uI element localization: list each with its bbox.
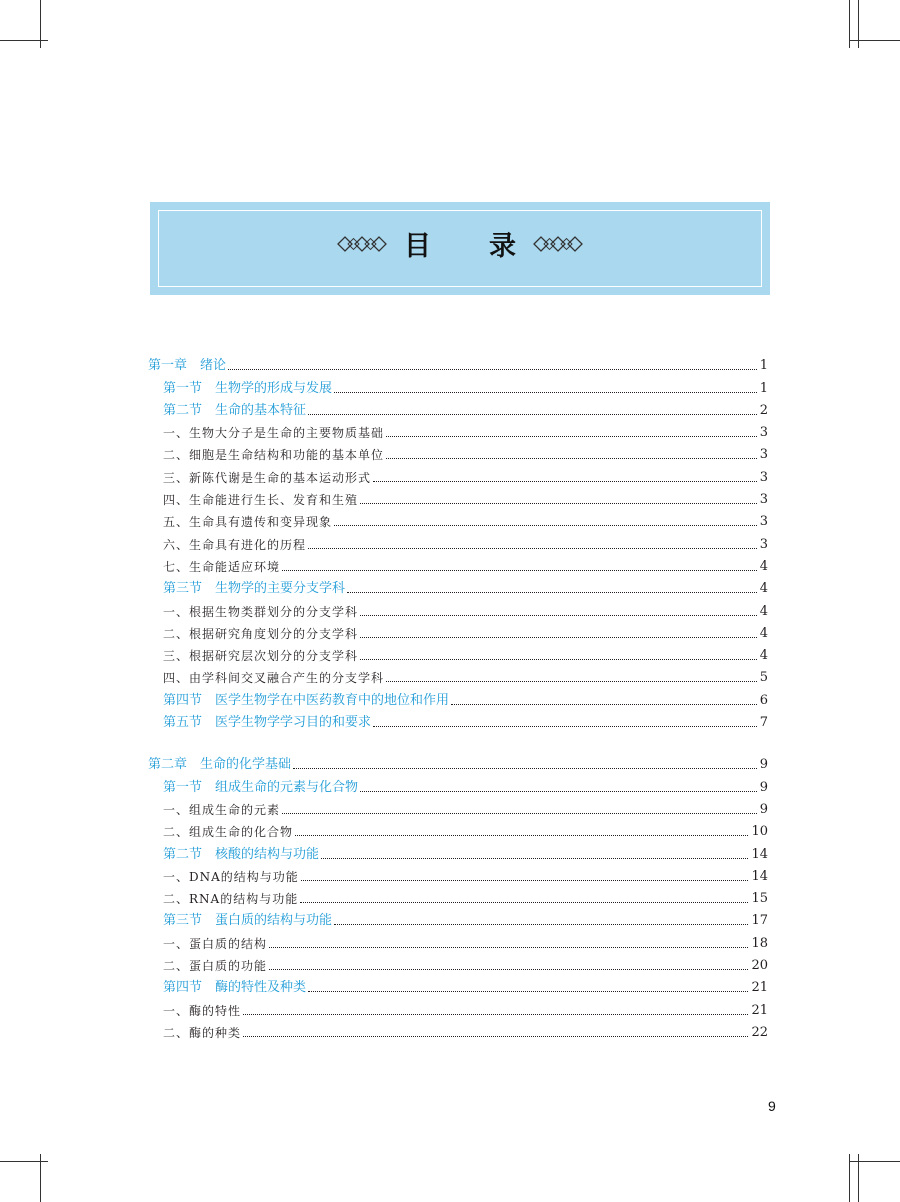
toc-entry-label: 第三节 生物学的主要分支学科 [163,581,346,597]
toc-item-row[interactable] [148,419,768,441]
toc-item-row[interactable] [148,863,768,885]
toc-page-number: 7 [759,715,768,731]
dot-leader [347,592,757,593]
page-number: 9 [768,1098,776,1114]
dot-leader [451,704,757,705]
dot-leader [282,570,757,571]
dot-leader [334,924,748,925]
toc-page-number: 3 [759,447,768,463]
toc-item-row[interactable] [148,929,768,951]
toc-page-number: 9 [759,801,768,817]
toc-page-number: 14 [751,868,768,884]
page-title [404,224,516,263]
toc-entry-label: 第四节 酶的特性及种类 [163,980,307,996]
toc-page-number: 14 [751,846,768,862]
toc-entry-label: 第二节 生命的基本特征 [163,402,307,418]
toc-entry-label: 一、酶的特性 [163,1003,242,1018]
toc-item-row[interactable] [148,996,768,1018]
dot-leader [243,1036,748,1037]
toc-page-number: 4 [759,581,768,597]
toc-spacer [148,731,768,751]
toc-entry-label: 第三节 蛋白质的结构与功能 [163,913,333,929]
toc-entry-label: 第四节 医学生物学在中医药教育中的地位和作用 [163,692,450,708]
toc-entry-label: 四、生命能进行生长、发育和生殖 [163,493,359,508]
toc-page-number: 6 [759,692,768,708]
toc-entry-label: 第二章 生命的化学基础 [148,757,292,773]
toc-page-number: 22 [751,1024,768,1040]
dot-leader [360,791,757,792]
diamond-ornament-right-icon [532,233,584,255]
dot-leader [386,436,757,437]
toc-page-number: 17 [751,913,768,929]
toc-item-row[interactable] [148,463,768,485]
dot-leader [373,481,757,482]
dot-leader [295,835,748,836]
dot-leader [301,880,749,881]
toc-entry-label: 第五节 医学生物学学习目的和要求 [163,715,372,731]
toc-item-row[interactable] [148,642,768,664]
dot-leader [269,969,748,970]
toc-item-row[interactable] [148,1019,768,1041]
title-char-1: 目 [404,231,431,262]
dot-leader [386,458,757,459]
dot-leader [269,947,748,948]
toc-page-number: 3 [759,425,768,441]
toc-chapter-row[interactable] [148,751,768,773]
toc-section-row[interactable] [148,974,768,996]
toc-item-row[interactable] [148,486,768,508]
toc-item-row[interactable] [148,597,768,619]
title-char-2: 录 [489,231,516,262]
toc-entry-label: 一、生物大分子是生命的主要物质基础 [163,426,385,441]
dot-leader [360,503,757,504]
toc-page-number: 18 [751,935,768,951]
toc-entry-label: 第一节 组成生命的元素与化合物 [163,779,359,795]
toc-entry-label: 二、组成生命的化合物 [163,825,294,840]
toc-entry-label: 一、根据生物类群划分的分支学科 [163,604,359,619]
dot-leader [228,369,757,370]
dot-leader [243,1014,748,1015]
toc-page-number: 15 [751,891,768,907]
toc-page-number: 9 [759,757,768,773]
toc-entry-label: 一、DNA的结构与功能 [163,869,299,884]
toc-entry-label: 一、组成生命的元素 [163,802,281,817]
dot-leader [360,659,757,660]
toc-section-row[interactable] [148,840,768,862]
toc-item-row[interactable] [148,885,768,907]
dot-leader [293,768,757,769]
toc-section-row[interactable] [148,575,768,597]
toc-page-number: 20 [751,958,768,974]
toc-section-row[interactable] [148,374,768,396]
dot-leader [334,392,757,393]
toc-entry-label: 二、蛋白质的功能 [163,959,268,974]
toc-item-row[interactable] [148,952,768,974]
dot-leader [386,681,757,682]
toc-item-row[interactable] [148,508,768,530]
toc-entry-label: 第一节 生物学的形成与发展 [163,380,333,396]
toc-page-number: 21 [751,980,768,996]
dot-leader [282,813,757,814]
toc-item-row[interactable] [148,818,768,840]
toc-page-number: 4 [759,625,768,641]
dot-leader [308,991,748,992]
toc-page-number: 1 [759,358,768,374]
toc-page-number: 4 [759,603,768,619]
dot-leader [308,414,757,415]
toc-item-row[interactable] [148,441,768,463]
toc-page-number: 3 [759,469,768,485]
diamond-ornament-left-icon [336,233,388,255]
toc-section-row[interactable] [148,907,768,929]
toc-page-number: 10 [751,824,768,840]
toc-page-number: 4 [759,648,768,664]
toc-page-number: 3 [759,492,768,508]
toc-entry-label: 五、生命具有遗传和变异现象 [163,515,333,530]
toc-section-row[interactable] [148,773,768,795]
toc-entry-label: 三、新陈代谢是生命的基本运动形式 [163,470,372,485]
toc-entry-label: 二、酶的种类 [163,1025,242,1040]
toc-page-number: 3 [759,514,768,530]
toc-section-row[interactable] [148,686,768,708]
dot-leader [300,902,748,903]
toc-section-row[interactable] [148,397,768,419]
toc-page-number: 1 [759,380,768,396]
dot-leader [360,637,757,638]
toc-entry-label: 三、根据研究层次划分的分支学科 [163,649,359,664]
toc-page-number: 21 [751,1002,768,1018]
toc-page-number: 9 [759,779,768,795]
toc-page-number: 2 [759,402,768,418]
toc-entry-label: 一、蛋白质的结构 [163,936,268,951]
dot-leader [321,858,748,859]
toc-section-row[interactable] [148,709,768,731]
toc-entry-label: 第二节 核酸的结构与功能 [163,846,320,862]
dot-leader [334,525,757,526]
table-of-contents [148,352,768,1041]
toc-item-row[interactable] [148,664,768,686]
toc-page-number: 4 [759,558,768,574]
dot-leader [373,726,757,727]
toc-entry-label: 二、细胞是生命结构和功能的基本单位 [163,448,385,463]
toc-item-row[interactable] [148,530,768,552]
toc-entry-label: 六、生命具有进化的历程 [163,537,307,552]
toc-entry-label: 七、生命能适应环境 [163,559,281,574]
toc-entry-label: 二、RNA的结构与功能 [163,892,299,907]
toc-entry-label: 四、由学科间交叉融合产生的分支学科 [163,671,385,686]
toc-item-row[interactable] [148,553,768,575]
toc-item-row[interactable] [148,796,768,818]
toc-page-number: 3 [759,536,768,552]
toc-entry-label: 二、根据研究角度划分的分支学科 [163,626,359,641]
title-banner [150,202,770,295]
toc-item-row[interactable] [148,620,768,642]
toc-page-number: 5 [759,670,768,686]
dot-leader [308,548,757,549]
toc-chapter-row[interactable] [148,352,768,374]
toc-entry-label: 第一章 绪论 [148,358,227,374]
dot-leader [360,615,757,616]
